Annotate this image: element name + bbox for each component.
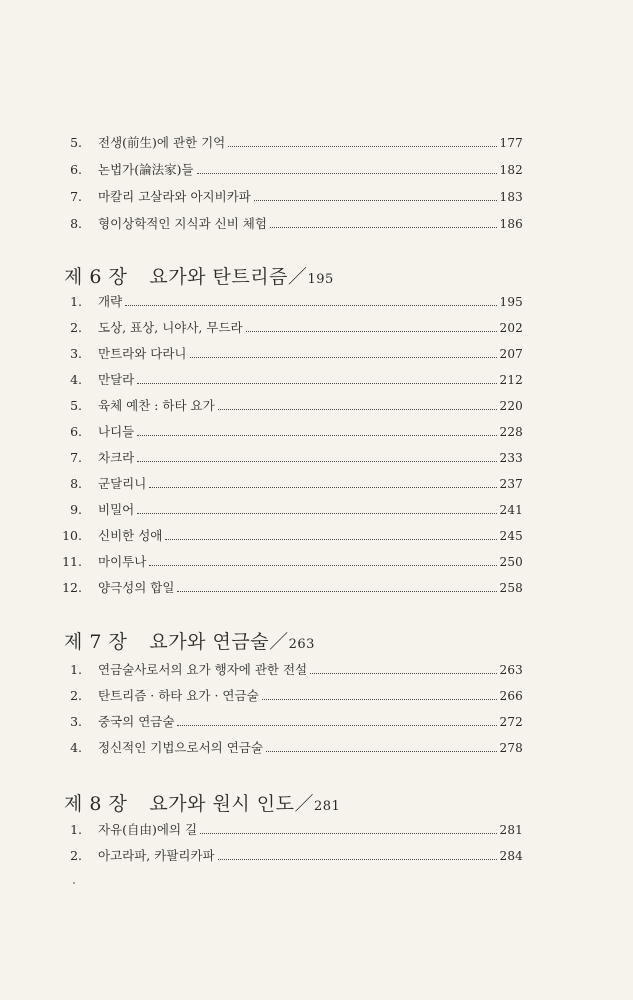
entry-page: 241 [499, 503, 523, 517]
dot-leader [218, 859, 498, 860]
entry-page: 202 [499, 321, 523, 335]
entry-page: 263 [499, 663, 523, 677]
entry-page: 245 [499, 529, 523, 543]
toc-entry [70, 686, 523, 706]
toc-entry [70, 660, 523, 680]
entry-title: 마칼리 고살라와 아지비카파 [98, 189, 251, 204]
entry-number: 6. [70, 162, 82, 177]
entry-title: 형이상학적인 지식과 신비 체험 [98, 216, 267, 231]
chapter-number: 제 7 장 [64, 631, 128, 653]
entry-page: 177 [499, 136, 523, 150]
entry-number: 2. [70, 848, 82, 863]
entry-title: 논법가(論法家)들 [98, 162, 194, 177]
entry-title: 마이투나 [98, 554, 147, 569]
toc-entry [62, 578, 523, 598]
toc-entry [70, 160, 523, 180]
entry-title: 만트라와 다라니 [98, 346, 187, 361]
entry-page: 182 [499, 163, 523, 177]
speck-mark [73, 882, 75, 884]
entry-title: 비밀어 [98, 502, 135, 517]
entry-page: 212 [499, 373, 523, 387]
entry-page: 228 [499, 425, 523, 439]
dot-leader [149, 487, 497, 488]
entry-title: 전생(前生)에 관한 기억 [98, 135, 226, 150]
dot-leader [266, 751, 498, 752]
entry-title: 차크라 [98, 450, 135, 465]
entry-title: 아고라파, 카팔리카파 [98, 848, 215, 863]
dot-leader [137, 513, 497, 514]
toc-entry [70, 133, 523, 153]
chapter-page: 195 [307, 272, 334, 287]
dot-leader [197, 173, 498, 174]
entry-title: 만달라 [98, 372, 135, 387]
toc-entry [70, 187, 523, 207]
dot-leader [137, 383, 497, 384]
entry-title: 육체 예찬 : 하타 요가 [98, 398, 215, 413]
entry-number: 3. [70, 714, 82, 729]
dot-leader [262, 699, 498, 700]
entry-title: 군달리니 [98, 476, 147, 491]
toc-entry [70, 820, 523, 840]
entry-title: 정신적인 기법으로서의 연금술 [98, 740, 263, 755]
entry-page: 284 [499, 849, 523, 863]
entry-page: 272 [499, 715, 523, 729]
entry-number: 3. [70, 346, 82, 361]
toc-entry [70, 846, 523, 866]
dot-leader [270, 227, 498, 228]
dot-leader [149, 565, 497, 566]
entry-title: 도상, 표상, 니야사, 무드라 [98, 320, 243, 335]
dot-leader [165, 539, 497, 540]
entry-number: 2. [70, 320, 82, 335]
entry-number: 11. [62, 554, 82, 569]
entry-page: 250 [499, 555, 523, 569]
toc-entry [70, 292, 523, 312]
dot-leader [310, 673, 497, 674]
chapter-heading [64, 627, 315, 654]
chapter-heading [64, 262, 334, 289]
entry-number: 10. [62, 528, 82, 543]
toc-entry [70, 344, 523, 364]
dot-leader [125, 305, 497, 306]
entry-number: 4. [70, 740, 82, 755]
dot-leader [137, 461, 497, 462]
entry-page: 195 [499, 295, 523, 309]
entry-title: 탄트리즘 · 하타 요가 · 연금술 [98, 688, 259, 703]
chapter-number: 제 8 장 [64, 793, 128, 815]
entry-number: 1. [70, 822, 82, 837]
entry-title: 연금술사로서의 요가 행자에 관한 전설 [98, 662, 308, 677]
entry-number: 2. [70, 688, 82, 703]
toc-entry [70, 422, 523, 442]
entry-number: 7. [70, 450, 82, 465]
entry-title: 개략 [98, 294, 123, 309]
chapter-page: 263 [288, 637, 315, 652]
toc-entry [70, 474, 523, 494]
dot-leader [177, 591, 497, 592]
entry-page: 186 [499, 217, 523, 231]
dot-leader [228, 146, 497, 147]
toc-entry [70, 448, 523, 468]
entry-page: 220 [499, 399, 523, 413]
dot-leader [190, 357, 498, 358]
entry-page: 237 [499, 477, 523, 491]
entry-number: 9. [70, 502, 82, 517]
entry-number: 8. [70, 476, 82, 491]
entry-title: 중국의 연금술 [98, 714, 175, 729]
chapter-separator: ／ [294, 793, 314, 815]
entry-page: 266 [499, 689, 523, 703]
entry-page: 183 [499, 190, 523, 204]
entry-title: 자유(自由)에의 길 [98, 822, 198, 837]
entry-number: 7. [70, 189, 82, 204]
entry-number: 8. [70, 216, 82, 231]
toc-entry [70, 370, 523, 390]
toc-entry [70, 738, 523, 758]
chapter-number: 제 6 장 [64, 266, 128, 288]
entry-number: 4. [70, 372, 82, 387]
entry-page: 281 [499, 823, 523, 837]
entry-number: 12. [62, 580, 82, 595]
dot-leader [254, 200, 498, 201]
toc-entry [62, 526, 523, 546]
dot-leader [177, 725, 497, 726]
toc-entry [70, 318, 523, 338]
dot-leader [246, 331, 498, 332]
toc-entry [70, 500, 523, 520]
dot-leader [218, 409, 498, 410]
toc-entry [70, 396, 523, 416]
entry-title: 나디들 [98, 424, 135, 439]
chapter-title: 요가와 탄트리즘 [149, 266, 288, 288]
chapter-title: 요가와 연금술 [149, 631, 270, 653]
dot-leader [137, 435, 497, 436]
entry-page: 233 [499, 451, 523, 465]
toc-entry [62, 552, 523, 572]
entry-number: 5. [70, 135, 82, 150]
entry-number: 6. [70, 424, 82, 439]
entry-title: 신비한 성애 [98, 528, 163, 543]
dot-leader [200, 833, 497, 834]
chapter-heading [64, 789, 340, 816]
entry-number: 5. [70, 398, 82, 413]
toc-entry [70, 712, 523, 732]
entry-title: 양극성의 합일 [98, 580, 175, 595]
entry-page: 258 [499, 581, 523, 595]
chapter-title: 요가와 원시 인도 [149, 793, 295, 815]
toc-entry [70, 214, 523, 234]
chapter-page: 281 [313, 799, 341, 814]
entry-number: 1. [70, 294, 82, 309]
entry-number: 1. [70, 662, 82, 677]
entry-page: 278 [499, 741, 523, 755]
entry-page: 207 [499, 347, 523, 361]
chapter-separator: ／ [269, 631, 289, 653]
chapter-separator: ／ [287, 266, 308, 288]
